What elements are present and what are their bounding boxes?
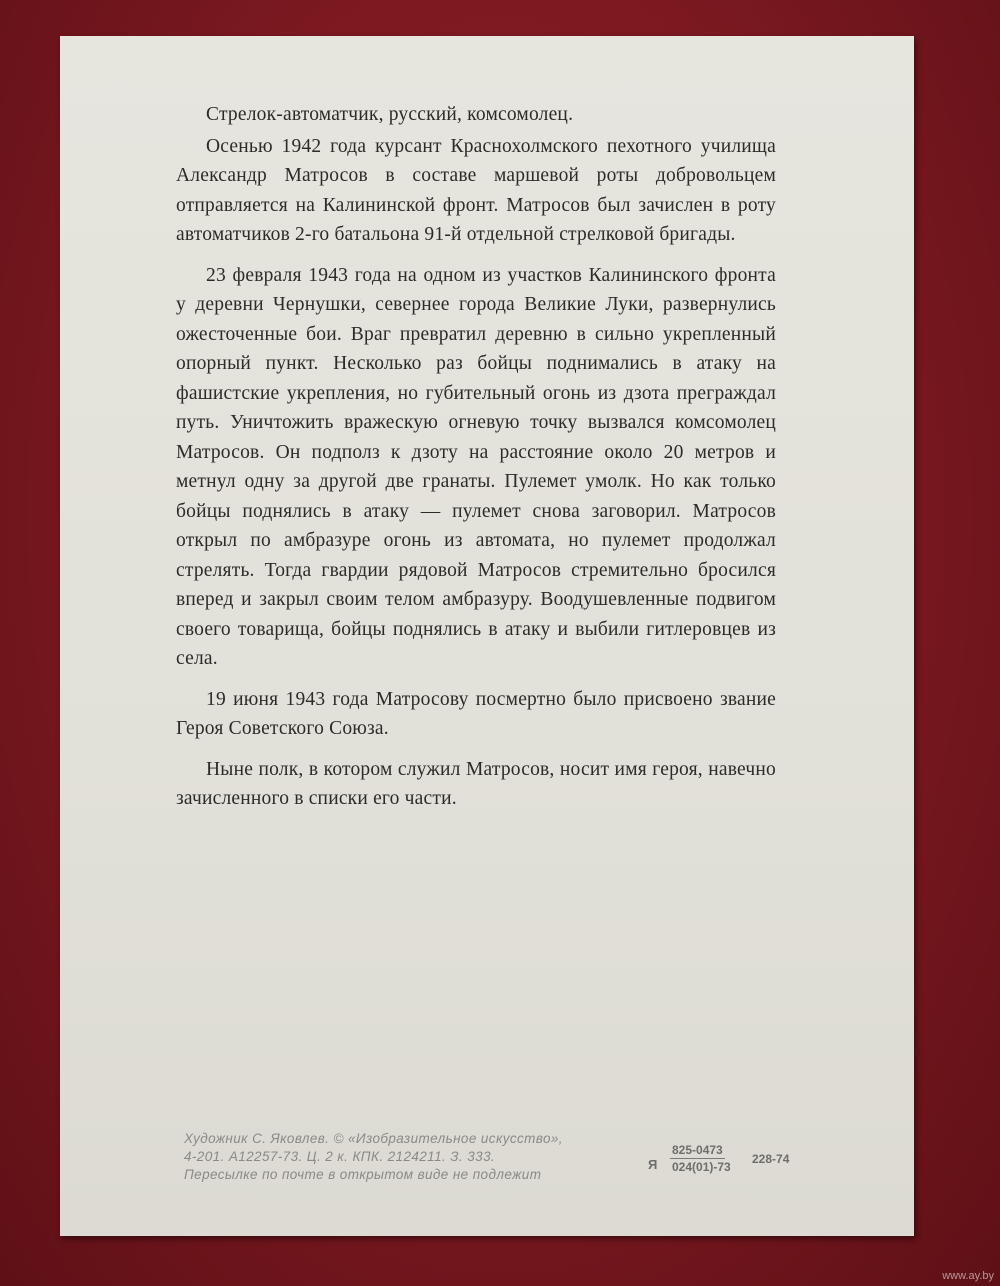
publisher-imprint — [184, 1130, 824, 1184]
code-numerator: 825-0473 — [672, 1143, 723, 1157]
paragraph-legacy: Ныне полк, в котором служил Матросов, носит имя героя, навечно зачисленного в списки его части. — [176, 758, 776, 809]
article-text — [176, 100, 776, 825]
paragraph-subtitle: Стрелок-автоматчик, русский, комсомолец. — [206, 104, 574, 125]
imprint-artist-line: Художник С. Яковлев. © «Изобразительное искусство», — [184, 1131, 563, 1146]
paragraph-award: 19 июня 1943 года Матросову посмертно было присвоено звание Героя Советского Союза. — [176, 688, 776, 739]
code-suffix: 228-74 — [752, 1152, 790, 1166]
imprint-postal-note: Пересылке по почте в открытом виде не подлежит — [184, 1167, 542, 1182]
paragraph-biography: Осенью 1942 года курсант Краснохолмского пехотного училища Александр Матросов в составе маршевой роты добровольцем отправляется на Калининской фронт. Матросов был зачислен в роту автоматчиков 2-го батальона 91-й отдельной стрелковой бригады. — [176, 135, 776, 245]
paragraph-battle: 23 февраля 1943 года на одном из участков Калининского фронта у деревни Чернушки, севернее города Великие Луки, развернулись ожесточенные бои. Враг превратил деревню в сильно укрепленный опорный пункт. Несколько раз бойцы поднимались в атаку на фашистские укрепления, но губительный огонь из дзота преграждал путь. Уничтожить вражескую огневую точку вызвался комсомолец Матросов. Он подполз к дзоту на расстояние около 20 метров и метнул одну за другой две гранаты. Пулемет умолк. Но как только бойцы поднялись в атаку — пулемет снова заговорил. Матросов открыл по амбразуре огонь из автомата, но пулемет продолжал стрелять. Тогда гвардии рядовой Матросов стремительно бросился вперед и закрыл своим телом амбразуру. Воодушевленные подвигом своего товарища, бойцы поднялись в атаку и выбили гитлеровцев из села. — [176, 264, 776, 669]
code-denominator: 024(01)-73 — [672, 1160, 731, 1174]
site-watermark: www.ay.by — [942, 1270, 994, 1282]
code-prefix: Я — [648, 1157, 658, 1172]
imprint-catalog-line: 4-201. А12257-73. Ц. 2 к. КПК. 2124211. З. 333. — [184, 1149, 496, 1164]
